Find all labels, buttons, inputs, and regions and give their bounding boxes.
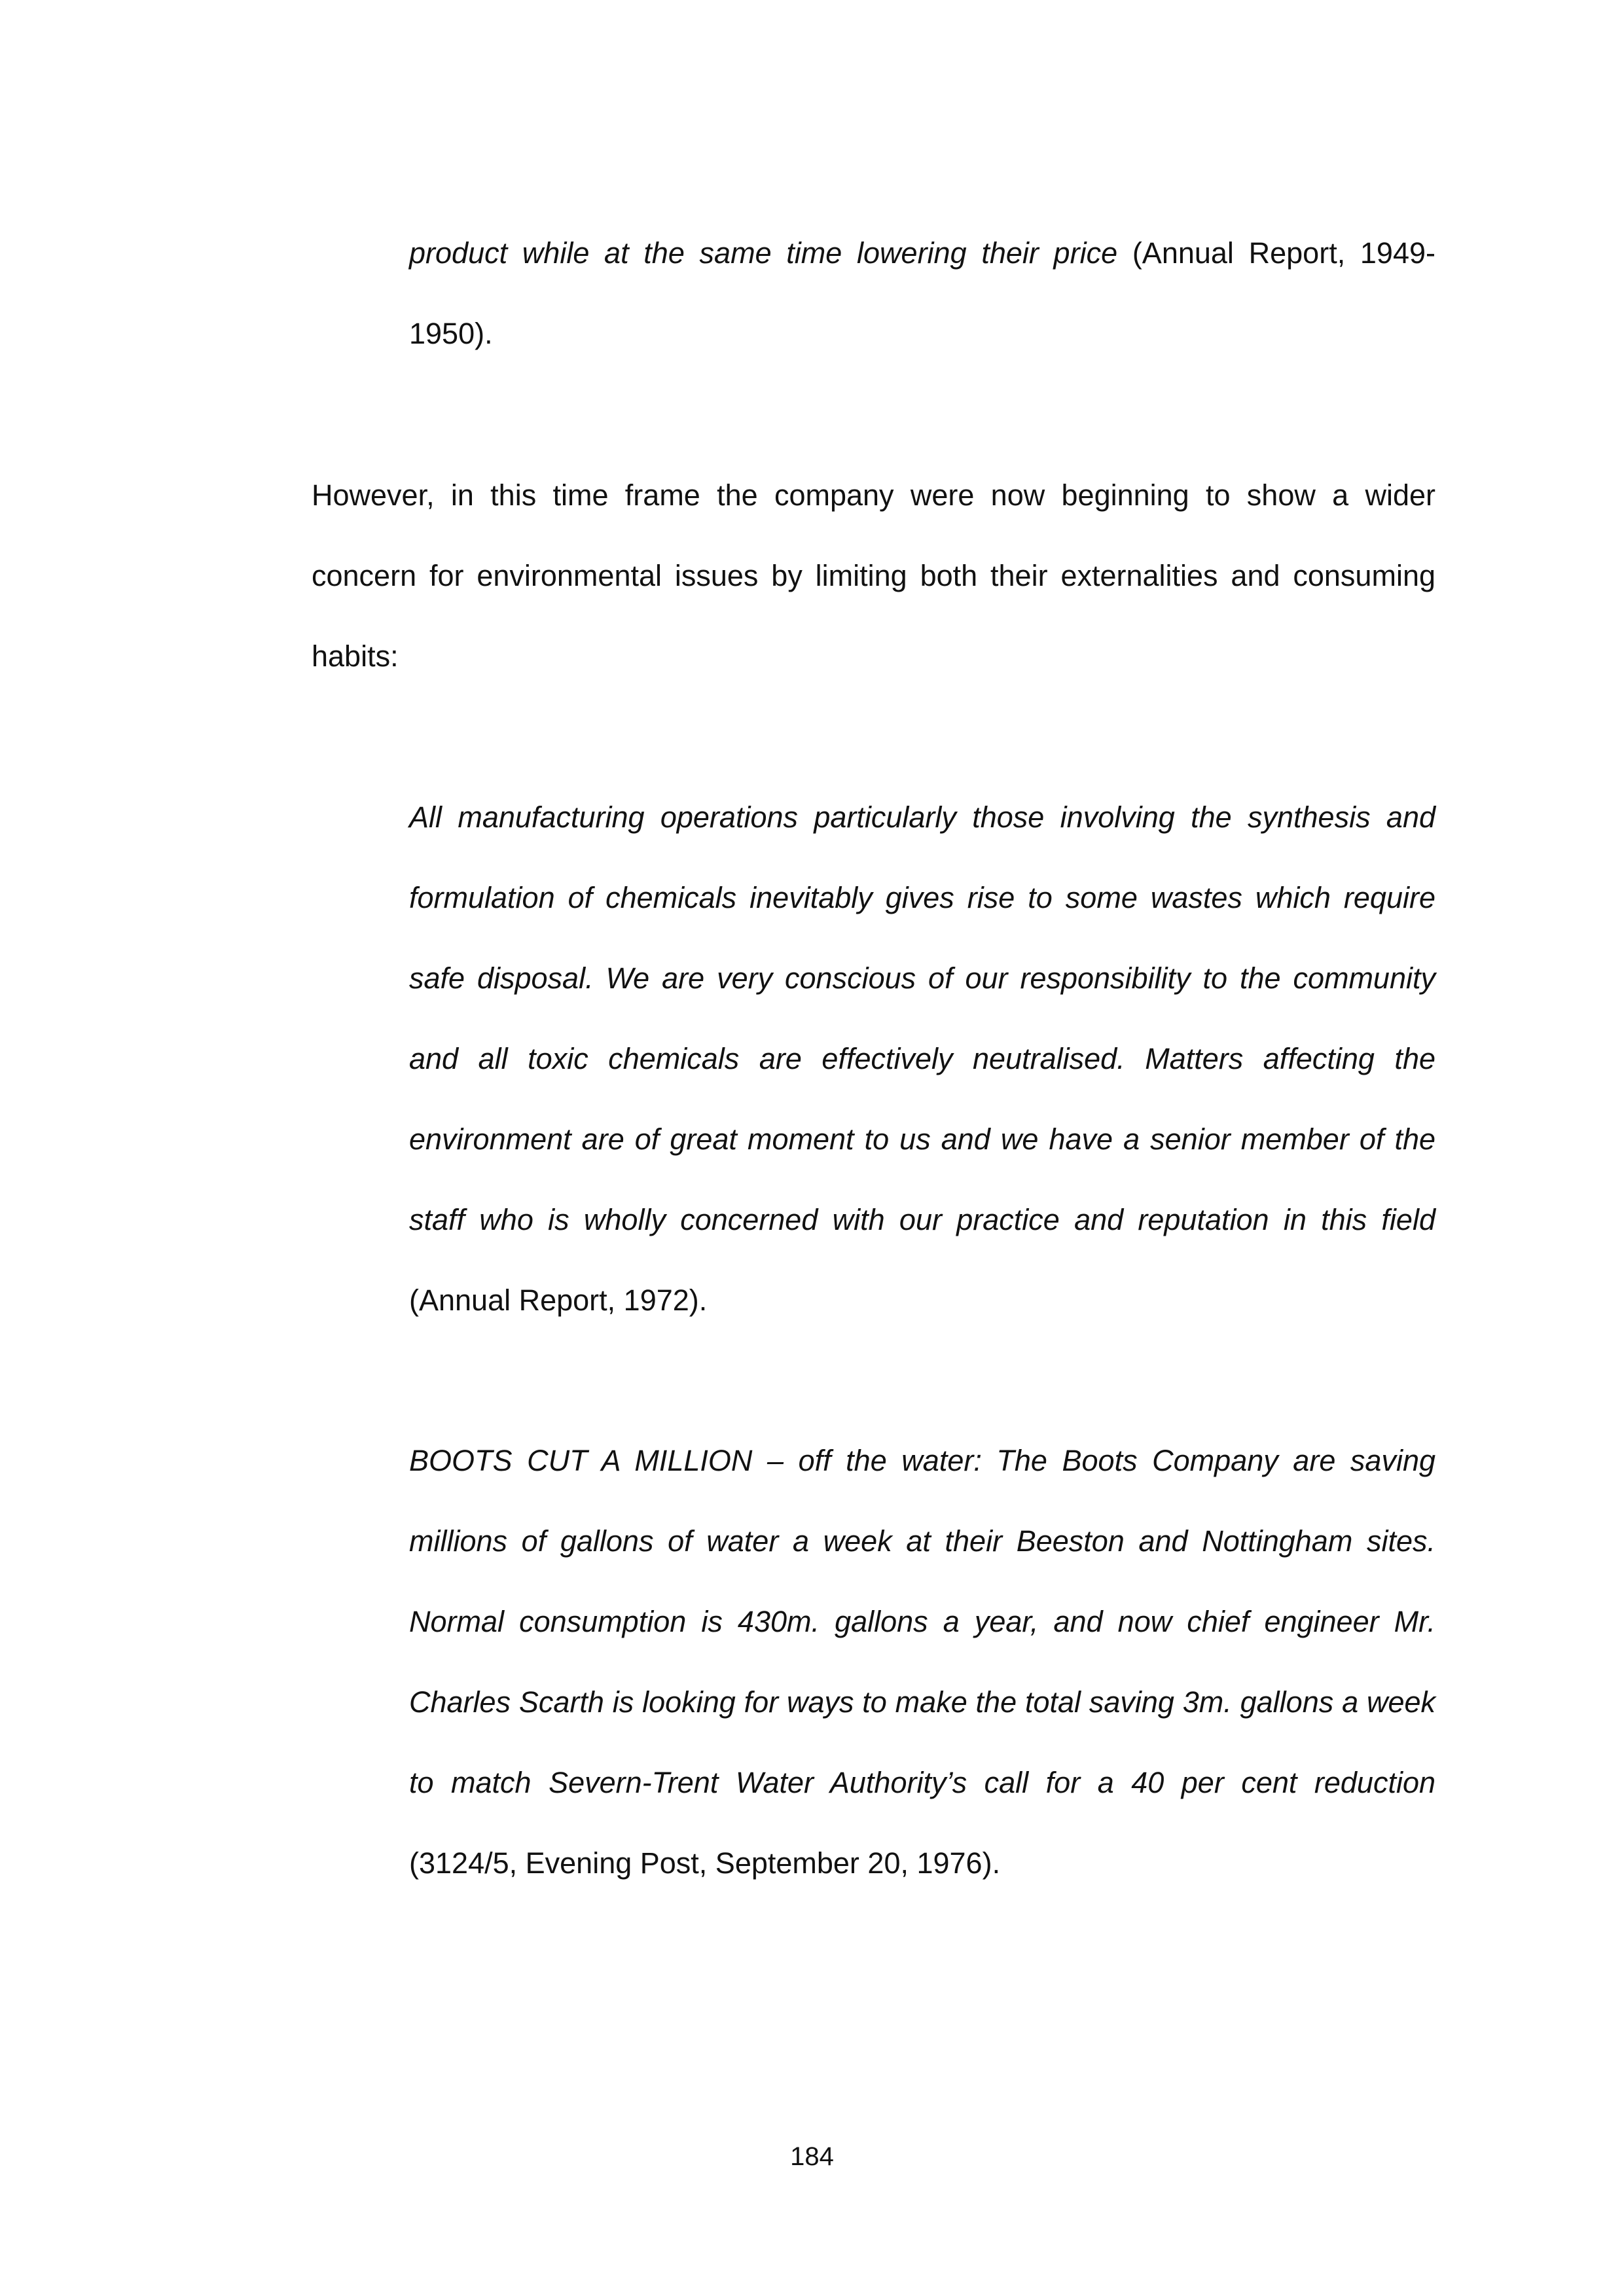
block-quote-1972-citation: (Annual Report, 1972). bbox=[409, 1283, 708, 1317]
block-quote-1972-text: All manufacturing operations particularly those involving the synthesis and formulation of chemicals inevitably gives rise to some wastes which require safe disposal. We are very conscious of our responsibility to the community and all toxic chemicals are effectively neutralised. Matters affecting the environment are of great moment to us and we have a senior member of the staff who is wholly concerned with our practice and reputation in this field bbox=[409, 800, 1435, 1236]
block-quote-1972 bbox=[409, 777, 1435, 1340]
quote-continuation-citation: (Annual Report, 1949-1950). bbox=[409, 236, 1435, 350]
block-quote-1976 bbox=[409, 1420, 1435, 1903]
body-paragraph: However, in this time frame the company were now beginning to show a wider concern for environmental issues by limiting both their externalities and consuming habits: bbox=[312, 478, 1435, 673]
page-number: 184 bbox=[790, 2142, 834, 2171]
quote-continuation-text: product while at the same time lowering their price bbox=[409, 236, 1118, 270]
block-quote-1976-text: BOOTS CUT A MILLION – off the water: The Boots Company are saving millions of gallons of water a week at their Beeston and Nottingham sites. Normal consumption is 430m. gallons a year, and now chief engineer Mr. Charles Scarth is looking for ways to make the total saving 3m. gallons a week to match Severn-Trent Water Authority’s call for a 40 per cent reduction bbox=[409, 1444, 1435, 1799]
quote-continuation bbox=[409, 213, 1435, 374]
block-quote-1976-citation: (3124/5, Evening Post, September 20, 1976). bbox=[409, 1846, 1001, 1880]
